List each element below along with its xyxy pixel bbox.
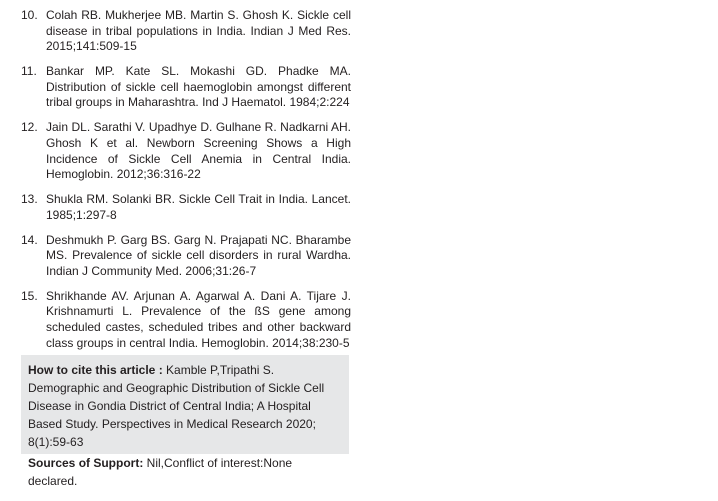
reference-item [21,192,351,223]
citation-text: Kamble P,Tripathi S. Demographic and Geographic Distribution of Sickle Cell Disease in Gondia District of Central India; A Hospital Based Study. Perspectives in Medical Research 2020; 8(1):59-63 [28,363,325,449]
reference-number: 14. [21,232,38,247]
support-text: Nil,Conflict of interest:None declared. [28,456,293,488]
reference-number: 11. [21,64,37,79]
reference-text: Shrikhande AV. Arjunan A. Agarwal A. Dani A. Tijare J. Krishnamurti L. Prevalence of the ßS gene among scheduled castes, scheduled tribes and other backward class groups in central India. Hemoglobin. 2014;38:230-5 [46,288,351,350]
reference-item [21,8,351,55]
reference-text: Colah RB. Mukherjee MB. Martin S. Ghosh K. Sickle cell disease in tribal populations in India. Indian J Med Res. 2015;141:509-15 [46,8,351,54]
citation-label: How to cite this article : [28,363,163,377]
reference-item [21,289,351,351]
reference-item [21,64,351,111]
citation-box [21,355,349,488]
support-label: Sources of Support: [28,456,144,470]
reference-list [21,8,351,361]
reference-text: Shukla RM. Solanki BR. Sickle Cell Trait in India. Lancet. 1985;1:297-8 [46,192,351,222]
reference-number: 15. [21,288,38,303]
reference-number: 10. [21,8,38,22]
support-paragraph [28,454,342,490]
reference-text: Deshmukh P. Garg BS. Garg N. Prajapati NC. Bharambe MS. Prevalence of sickle cell disorders in rural Wardha. Indian J Community Med. 2006;31:26-7 [46,232,351,278]
reference-item [21,233,351,280]
reference-text: Jain DL. Sarathi V. Upadhye D. Gulhane R. Nadkarni AH. Ghosh K et al. Newborn Screening Shows a High Incidence of Sickle Cell Anemia in Central India. Hemoglobin. 2012;36:316-22 [46,120,351,182]
citation-paragraph [28,361,342,451]
reference-number: 13. [21,192,38,207]
reference-number: 12. [21,120,38,135]
reference-text: Bankar MP. Kate SL. Mokashi GD. Phadke MA. Distribution of sickle cell haemoglobin amongst different tribal groups in Maharashtra. Ind J Haematol. 1984;2:224 [46,64,351,110]
reference-item [21,120,351,182]
